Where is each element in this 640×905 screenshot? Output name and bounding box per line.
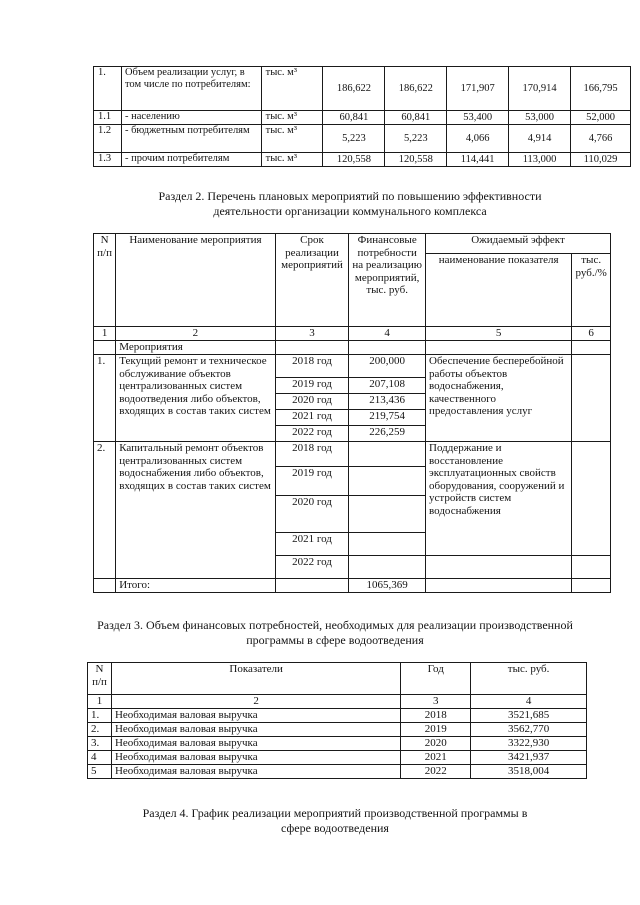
value-cell: 110,029 — [571, 153, 631, 167]
row-number: 1. — [88, 709, 112, 723]
header-number: N п/п — [88, 663, 112, 695]
row-number: 5 — [88, 765, 112, 779]
section-3-heading: Раздел 3. Объем финансовых потребностей, необходимых для реализации производственной программы в сфере водоотведения — [97, 618, 573, 647]
value-cell: 4,914 — [509, 125, 571, 153]
header-name: Наименование мероприятия — [116, 234, 275, 327]
row-number: 4 — [88, 751, 112, 765]
row-name: - прочим потребителям — [121, 153, 261, 167]
row-name: Необходимая валовая выручка — [111, 709, 400, 723]
row-number: 1. — [94, 67, 122, 111]
sales-volume-table — [93, 66, 631, 167]
header-name: Показатели — [111, 663, 400, 695]
total-label: Итого: — [116, 579, 275, 593]
row-number: 1. — [94, 355, 116, 442]
row-year: 2020 — [401, 737, 471, 751]
measure-name: Капитальный ремонт объектов централизованных систем водоснабжения либо объектов, входящих в состав таких систем — [116, 442, 275, 579]
value-cell: 60,841 — [323, 111, 385, 125]
group-row — [94, 341, 611, 355]
column-number: 2 — [111, 695, 400, 709]
header-value: тыс. руб. — [471, 663, 587, 695]
header-row — [94, 234, 611, 254]
column-number: 2 — [116, 327, 275, 341]
total-value: 1065,369 — [349, 579, 426, 593]
year-cell: 2022 год — [275, 426, 349, 442]
section-2-heading: Раздел 2. Перечень плановых мероприятий по повышению эффективности деятельности организации коммунального комплекса — [158, 189, 542, 218]
row-number: 1.2 — [94, 125, 122, 153]
header-unit: тыс. руб./% — [572, 254, 611, 327]
value-cell: 52,000 — [571, 111, 631, 125]
row-year: 2019 — [401, 723, 471, 737]
year-cell: 2018 год — [275, 355, 349, 378]
column-number: 6 — [572, 327, 611, 341]
year-cell: 2019 год — [275, 378, 349, 394]
column-number: 4 — [471, 695, 587, 709]
header-number: N п/п — [94, 234, 116, 327]
value-cell: 170,914 — [509, 67, 571, 111]
row-value: 3562,770 — [471, 723, 587, 737]
effect-cell: Обеспечение бесперебойной работы объектов водоснабжения, качественного предоставления услуг — [426, 355, 572, 442]
row-unit: тыс. м³ — [261, 153, 323, 167]
column-number: 1 — [94, 327, 116, 341]
header-term: Срок реализации мероприятий — [275, 234, 349, 327]
value-cell: 114,441 — [447, 153, 509, 167]
table-row — [94, 153, 631, 167]
value-cell: 4,066 — [447, 125, 509, 153]
table-row — [94, 67, 631, 111]
year-cell: 2020 год — [275, 394, 349, 410]
section-4-heading: Раздел 4. График реализации мероприятий производственной программы в сфере водоотведения — [142, 806, 528, 835]
table-row — [88, 765, 587, 779]
row-value: 3521,685 — [471, 709, 587, 723]
column-number: 3 — [275, 327, 349, 341]
header-effect: Ожидаемый эффект — [426, 234, 611, 254]
row-value: 3322,930 — [471, 737, 587, 751]
row-year: 2021 — [401, 751, 471, 765]
row-unit: тыс. м³ — [261, 111, 323, 125]
column-number: 5 — [426, 327, 572, 341]
value-cell: 166,795 — [571, 67, 631, 111]
year-cell: 2021 год — [275, 410, 349, 426]
value-cell: 53,400 — [447, 111, 509, 125]
finance-cell: 207,108 — [349, 378, 426, 394]
row-name: Необходимая валовая выручка — [111, 765, 400, 779]
column-number-row — [94, 327, 611, 341]
value-cell: 60,841 — [385, 111, 447, 125]
row-name: Необходимая валовая выручка — [111, 737, 400, 751]
year-cell: 2021 год — [275, 533, 349, 556]
value-cell: 5,223 — [323, 125, 385, 153]
row-number: 2. — [94, 442, 116, 579]
column-number: 3 — [401, 695, 471, 709]
row-number: 1.3 — [94, 153, 122, 167]
table-row — [88, 751, 587, 765]
value-cell: 5,223 — [385, 125, 447, 153]
row-number: 2. — [88, 723, 112, 737]
group-label: Мероприятия — [116, 341, 275, 355]
column-number-row — [88, 695, 587, 709]
row-number: 1.1 — [94, 111, 122, 125]
header-finance: Финансовые потребности на реализацию мероприятий, тыс. руб. — [349, 234, 426, 327]
column-number: 1 — [88, 695, 112, 709]
financial-needs-table — [87, 662, 587, 779]
row-name: - населению — [121, 111, 261, 125]
table-row — [94, 442, 611, 467]
header-row — [88, 663, 587, 695]
finance-cell: 219,754 — [349, 410, 426, 426]
finance-cell: 213,436 — [349, 394, 426, 410]
year-cell: 2018 год — [275, 442, 349, 467]
row-value: 3518,004 — [471, 765, 587, 779]
column-number: 4 — [349, 327, 426, 341]
value-cell: 186,622 — [323, 67, 385, 111]
value-cell: 120,558 — [385, 153, 447, 167]
value-cell: 53,000 — [509, 111, 571, 125]
row-unit: тыс. м³ — [261, 125, 323, 153]
row-year: 2022 — [401, 765, 471, 779]
row-value: 3421,937 — [471, 751, 587, 765]
year-cell: 2022 год — [275, 556, 349, 579]
effect-cell: Поддержание и восстановление эксплуатационных свойств оборудования, сооружений и устройств систем водоснабжения — [426, 442, 572, 556]
row-year: 2018 — [401, 709, 471, 723]
value-cell: 186,622 — [385, 67, 447, 111]
header-year: Год — [401, 663, 471, 695]
table-row — [88, 737, 587, 751]
row-unit: тыс. м³ — [261, 67, 323, 111]
finance-cell: 226,259 — [349, 426, 426, 442]
row-number: 3. — [88, 737, 112, 751]
year-cell: 2019 год — [275, 467, 349, 496]
value-cell: 171,907 — [447, 67, 509, 111]
value-cell: 4,766 — [571, 125, 631, 153]
header-indicator: наименование показателя — [426, 254, 572, 327]
table-row — [94, 355, 611, 378]
value-cell: 113,000 — [509, 153, 571, 167]
row-name: Объем реализации услуг, в том числе по потребителям: — [121, 67, 261, 111]
table-row — [94, 125, 631, 153]
total-row — [94, 579, 611, 593]
table-row — [94, 111, 631, 125]
finance-cell: 200,000 — [349, 355, 426, 378]
table-row — [88, 723, 587, 737]
table-row — [88, 709, 587, 723]
value-cell: 120,558 — [323, 153, 385, 167]
row-name: Необходимая валовая выручка — [111, 723, 400, 737]
row-name: Необходимая валовая выручка — [111, 751, 400, 765]
row-name: - бюджетным потребителям — [121, 125, 261, 153]
measures-table — [93, 233, 611, 593]
measure-name: Текущий ремонт и техническое обслуживание объектов централизованных систем водоотведения либо объектов, входящих в состав таких систем — [116, 355, 275, 442]
year-cell: 2020 год — [275, 496, 349, 533]
